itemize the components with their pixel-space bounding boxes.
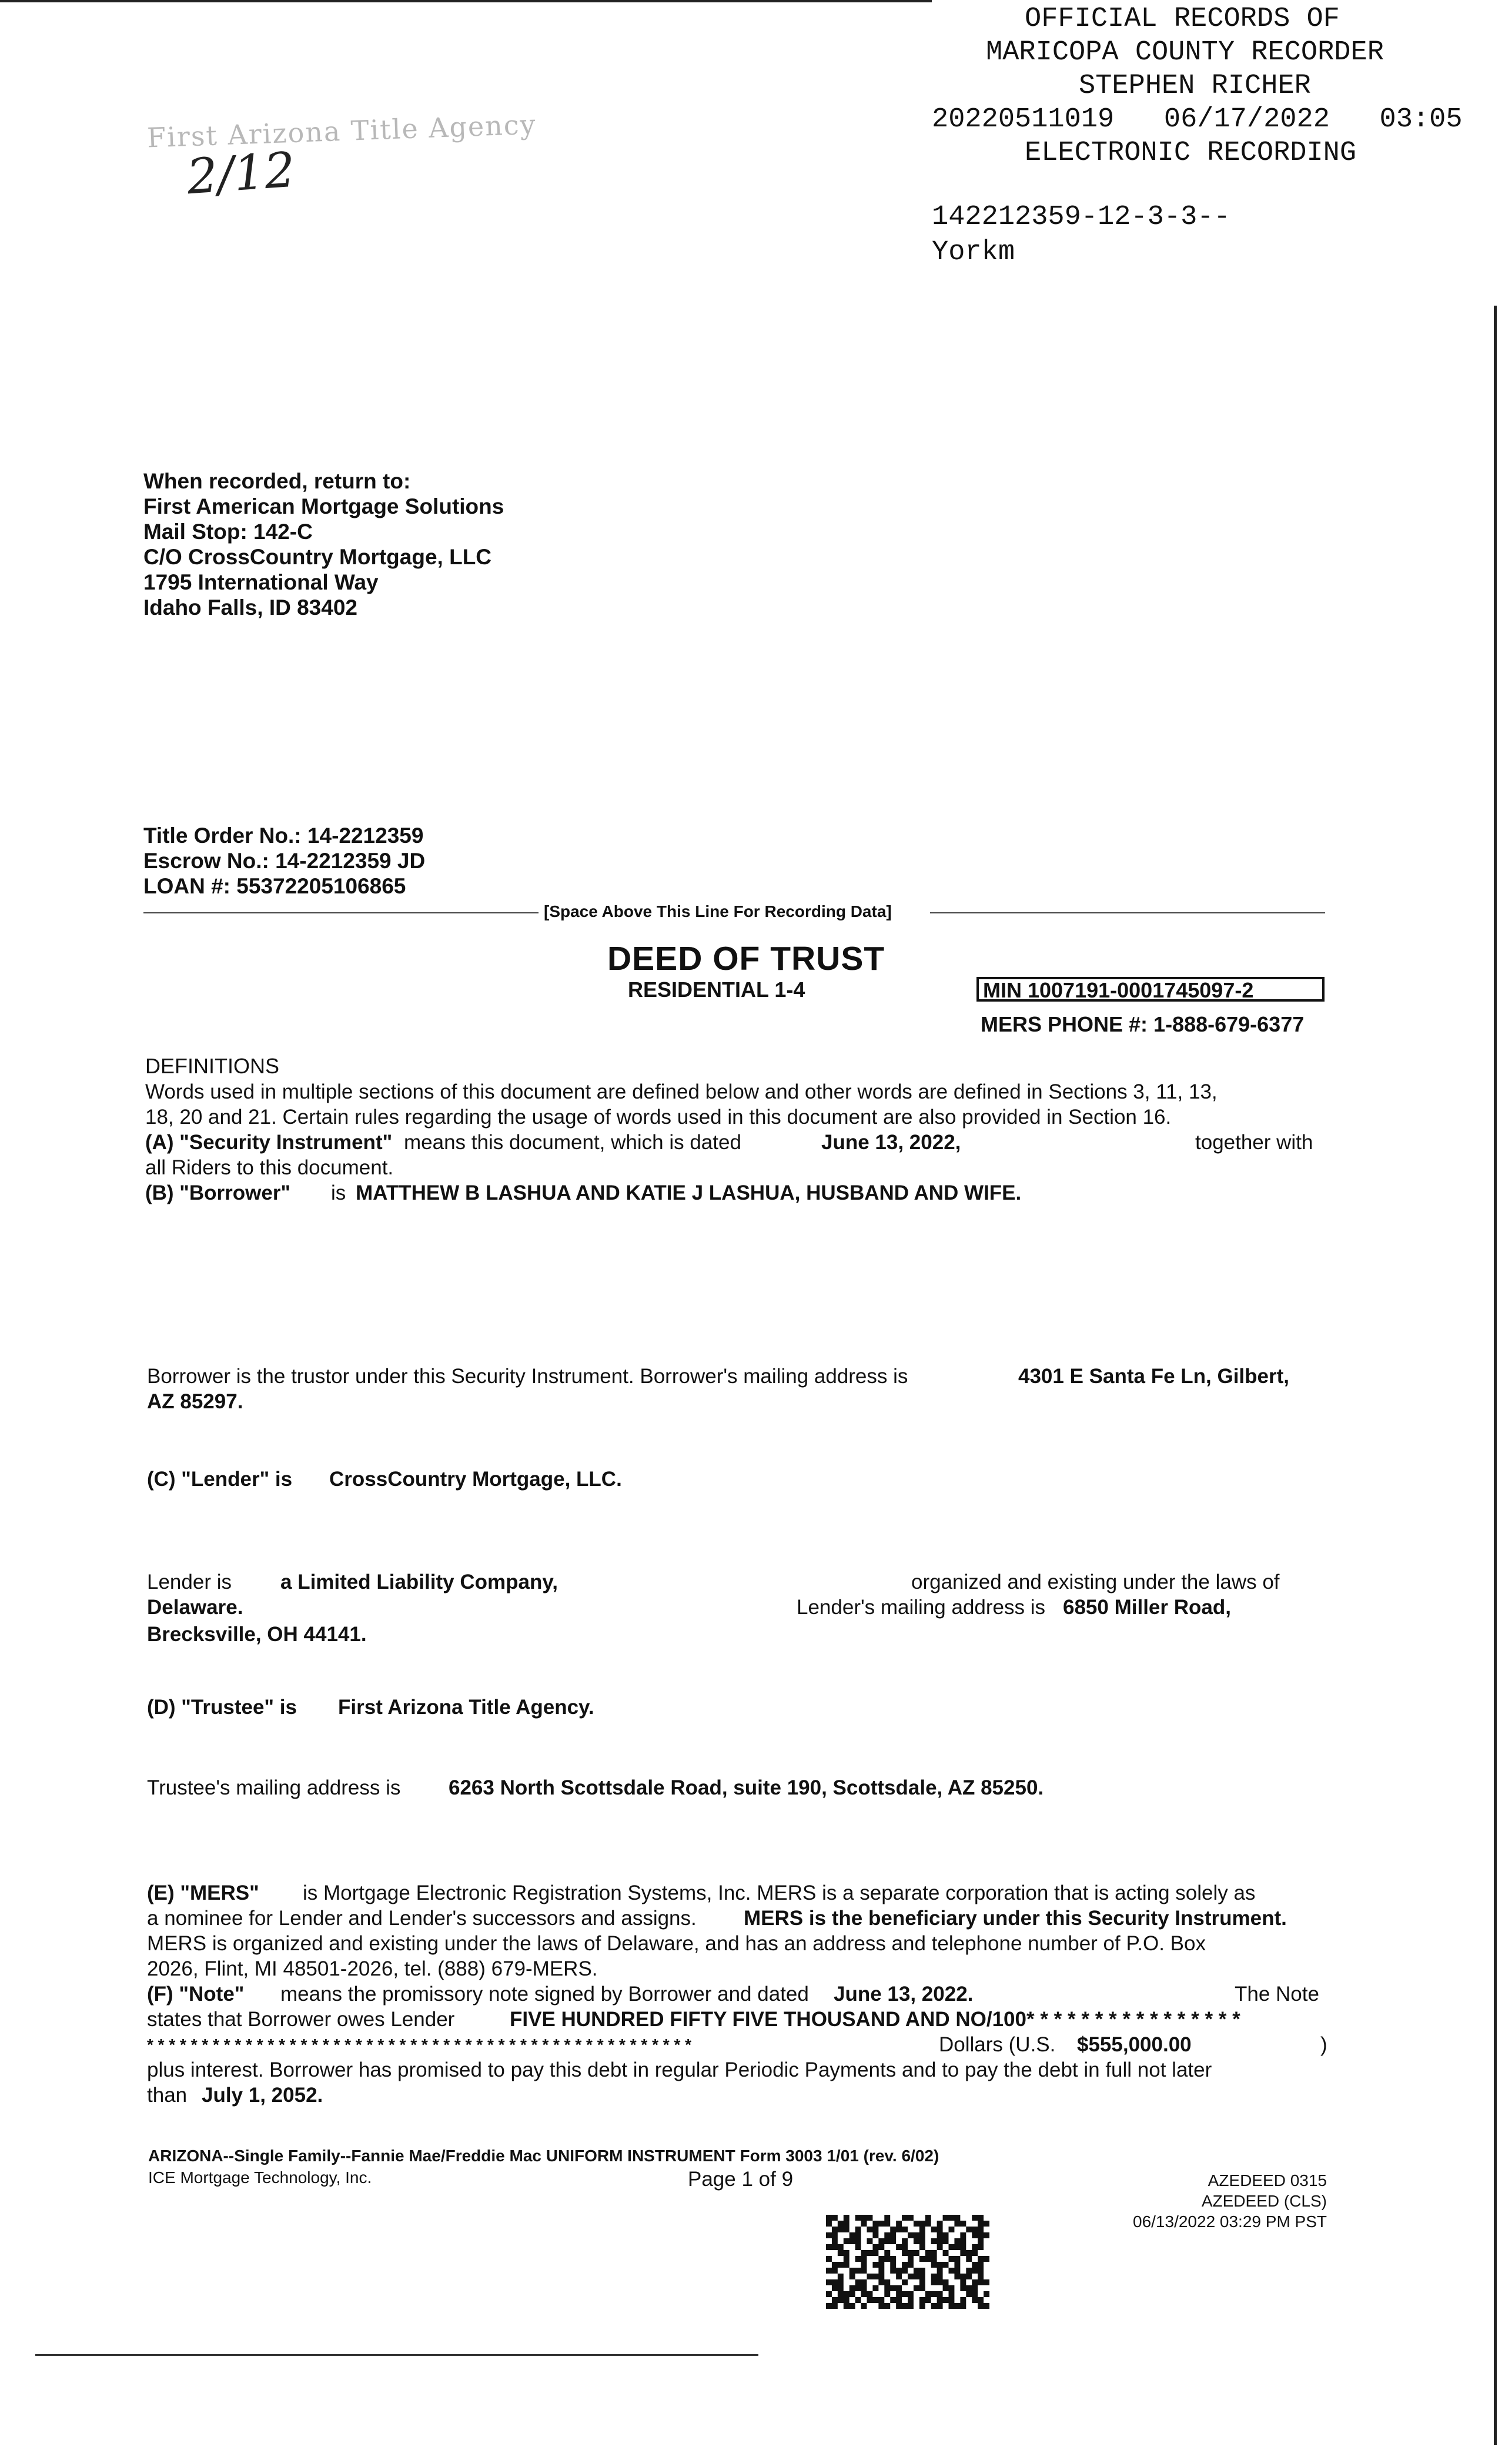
separator-line-right xyxy=(930,912,1325,913)
footer-form-id: ARIZONA--Single Family--Fannie Mae/Freddie Mac UNIFORM INSTRUMENT Form 3003 1/01 (rev. 6/02) xyxy=(148,2147,939,2165)
lender-name: CrossCountry Mortgage, LLC. xyxy=(329,1468,622,1491)
lender-mailing-label: Lender's mailing address is xyxy=(797,1596,1046,1619)
trustee-address: 6263 North Scottsdale Road, suite 190, Scottsdale, AZ 85250. xyxy=(449,1776,1044,1799)
title-order-number: Title Order No.: 14-2212359 xyxy=(143,823,424,848)
def-a-label: (A) "Security Instrument" xyxy=(145,1131,393,1154)
barcode-icon xyxy=(826,2215,989,2309)
return-to-line-5: Idaho Falls, ID 83402 xyxy=(143,595,357,620)
def-e-line-3: MERS is organized and existing under the laws of Delaware, and has an address and telephone number of P.O. Box xyxy=(147,1932,1206,1955)
def-f-than: than xyxy=(147,2084,188,2107)
note-date: June 13, 2022. xyxy=(834,1983,974,2006)
def-a-text: means this document, which is dated xyxy=(404,1131,741,1154)
def-f-line-4: plus interest. Borrower has promised to pay this debt in regular Periodic Payments and to pay the debt in full not later xyxy=(147,2058,1212,2081)
def-e-line-4: 2026, Flint, MI 48501-2026, tel. (888) 679-MERS. xyxy=(147,1957,598,1980)
def-a-together: together with xyxy=(1195,1131,1313,1154)
def-f-dollars: Dollars (U.S. xyxy=(939,2033,1056,2056)
faint-title-agency-stamp: First Arizona Title Agency xyxy=(146,108,537,154)
document-title: DEED OF TRUST xyxy=(607,940,885,977)
handwritten-note: 2/12 xyxy=(185,142,297,206)
separator-line-left xyxy=(143,912,539,913)
recording-reference: 142212359-12-3-3-- xyxy=(932,202,1230,233)
document-subtitle: RESIDENTIAL 1-4 xyxy=(628,977,805,1002)
def-e-line-2: a nominee for Lender and Lender's successors and assigns. xyxy=(147,1907,697,1930)
borrower-address-2: AZ 85297. xyxy=(147,1390,243,1413)
trustee-mailing-label: Trustee's mailing address is xyxy=(147,1776,401,1799)
definitions-heading: DEFINITIONS xyxy=(145,1054,280,1078)
return-to-heading: When recorded, return to: xyxy=(143,469,411,493)
space-above-label: [Space Above This Line For Recording Data] xyxy=(544,902,892,920)
return-to-line-3: C/O CrossCountry Mortgage, LLC xyxy=(143,545,492,569)
def-f-paren: ) xyxy=(1320,2033,1327,2056)
footer-code-1: AZEDEED 0315 xyxy=(1208,2171,1327,2190)
footer-codes xyxy=(1105,2170,1327,2232)
recorder-line-5: ELECTRONIC RECORDING xyxy=(1025,138,1357,169)
lender-organized: organized and existing under the laws of xyxy=(911,1571,1280,1593)
borrower-trustor-text: Borrower is the trustor under this Security Instrument. Borrower's mailing address is xyxy=(147,1365,908,1388)
note-amount: $555,000.00 xyxy=(1077,2033,1192,2056)
recorder-line-2: MARICOPA COUNTY RECORDER xyxy=(986,37,1384,68)
recording-number-date-time: 20220511019 06/17/2022 03:05 xyxy=(932,104,1463,135)
escrow-number: Escrow No.: 14-2212359 JD xyxy=(143,849,426,873)
lender-type: a Limited Liability Company, xyxy=(280,1571,558,1593)
footer-code-2: AZEDEED (CLS) xyxy=(1201,2192,1327,2210)
recorder-stamp xyxy=(932,2,1496,203)
def-a-date: June 13, 2022, xyxy=(821,1131,961,1154)
top-border-line xyxy=(0,0,932,2)
def-f-label: (F) "Note" xyxy=(147,1983,245,2006)
note-amount-stars: * * * * * * * * * * * * * * * * * * * * * * * * * * * * * * * * * * * * * * * * * * * * * * * * * * xyxy=(147,2036,692,2054)
lender-is: Lender is xyxy=(147,1571,232,1593)
min-number: MIN 1007191-0001745097-2 xyxy=(983,978,1254,1002)
loan-number: LOAN #: 55372205106865 xyxy=(143,874,406,898)
mers-phone: MERS PHONE #: 1-888-679-6377 xyxy=(981,1012,1305,1036)
recorder-line-3: STEPHEN RICHER xyxy=(1079,71,1311,102)
borrower-names: MATTHEW B LASHUA AND KATIE J LASHUA, HUSBAND AND WIFE. xyxy=(356,1181,1022,1204)
def-e-label: (E) "MERS" xyxy=(147,1882,259,1904)
def-b-label: (B) "Borrower" xyxy=(145,1181,291,1204)
recording-clerk: Yorkm xyxy=(932,237,1015,268)
return-to-line-2: Mail Stop: 142-C xyxy=(143,520,313,544)
mers-beneficiary-statement: MERS is the beneficiary under this Security Instrument. xyxy=(744,1907,1287,1930)
note-amount-words: FIVE HUNDRED FIFTY FIVE THOUSAND AND NO/100* * * * * * * * * * * * * * * * xyxy=(510,2008,1240,2031)
def-e-line-1: is Mortgage Electronic Registration Systems, Inc. MERS is a separate corporation that is acting solely as xyxy=(303,1882,1256,1904)
borrower-address: 4301 E Santa Fe Ln, Gilbert, xyxy=(1018,1365,1289,1388)
recorder-line-1: OFFICIAL RECORDS OF xyxy=(1025,4,1340,35)
recording-reference-block xyxy=(932,200,1230,270)
trustee-name: First Arizona Title Agency. xyxy=(338,1696,594,1719)
def-c-label: (C) "Lender" is xyxy=(147,1468,293,1491)
lender-state: Delaware. xyxy=(147,1596,243,1619)
lender-city: Brecksville, OH 44141. xyxy=(147,1623,367,1646)
return-to-line-4: 1795 International Way xyxy=(143,570,379,594)
footer-timestamp: 06/13/2022 03:29 PM PST xyxy=(1133,2212,1327,2231)
def-f-line-2: states that Borrower owes Lender xyxy=(147,2008,455,2031)
footer-vendor: ICE Mortgage Technology, Inc. xyxy=(148,2168,372,2187)
lender-address: 6850 Miller Road, xyxy=(1063,1596,1231,1619)
def-f-the-note: The Note xyxy=(1235,1983,1319,2006)
bottom-border-line xyxy=(35,2354,758,2356)
right-border-line xyxy=(1494,306,1497,2445)
definitions-intro-2: 18, 20 and 21. Certain rules regarding the usage of words used in this document are also provided in Section 16. xyxy=(145,1106,1172,1129)
def-d-label: (D) "Trustee" is xyxy=(147,1696,297,1719)
maturity-date: July 1, 2052. xyxy=(202,2084,323,2107)
def-f-text: means the promissory note signed by Borrower and dated xyxy=(280,1983,809,2006)
def-a-line-2: all Riders to this document. xyxy=(145,1156,394,1179)
page-number: Page 1 of 9 xyxy=(688,2168,794,2191)
definitions-intro-1: Words used in multiple sections of this document are defined below and other words are defined in Sections 3, 11, 13, xyxy=(145,1080,1218,1103)
return-to-line-1: First American Mortgage Solutions xyxy=(143,494,504,518)
def-b-is: is xyxy=(331,1181,346,1204)
